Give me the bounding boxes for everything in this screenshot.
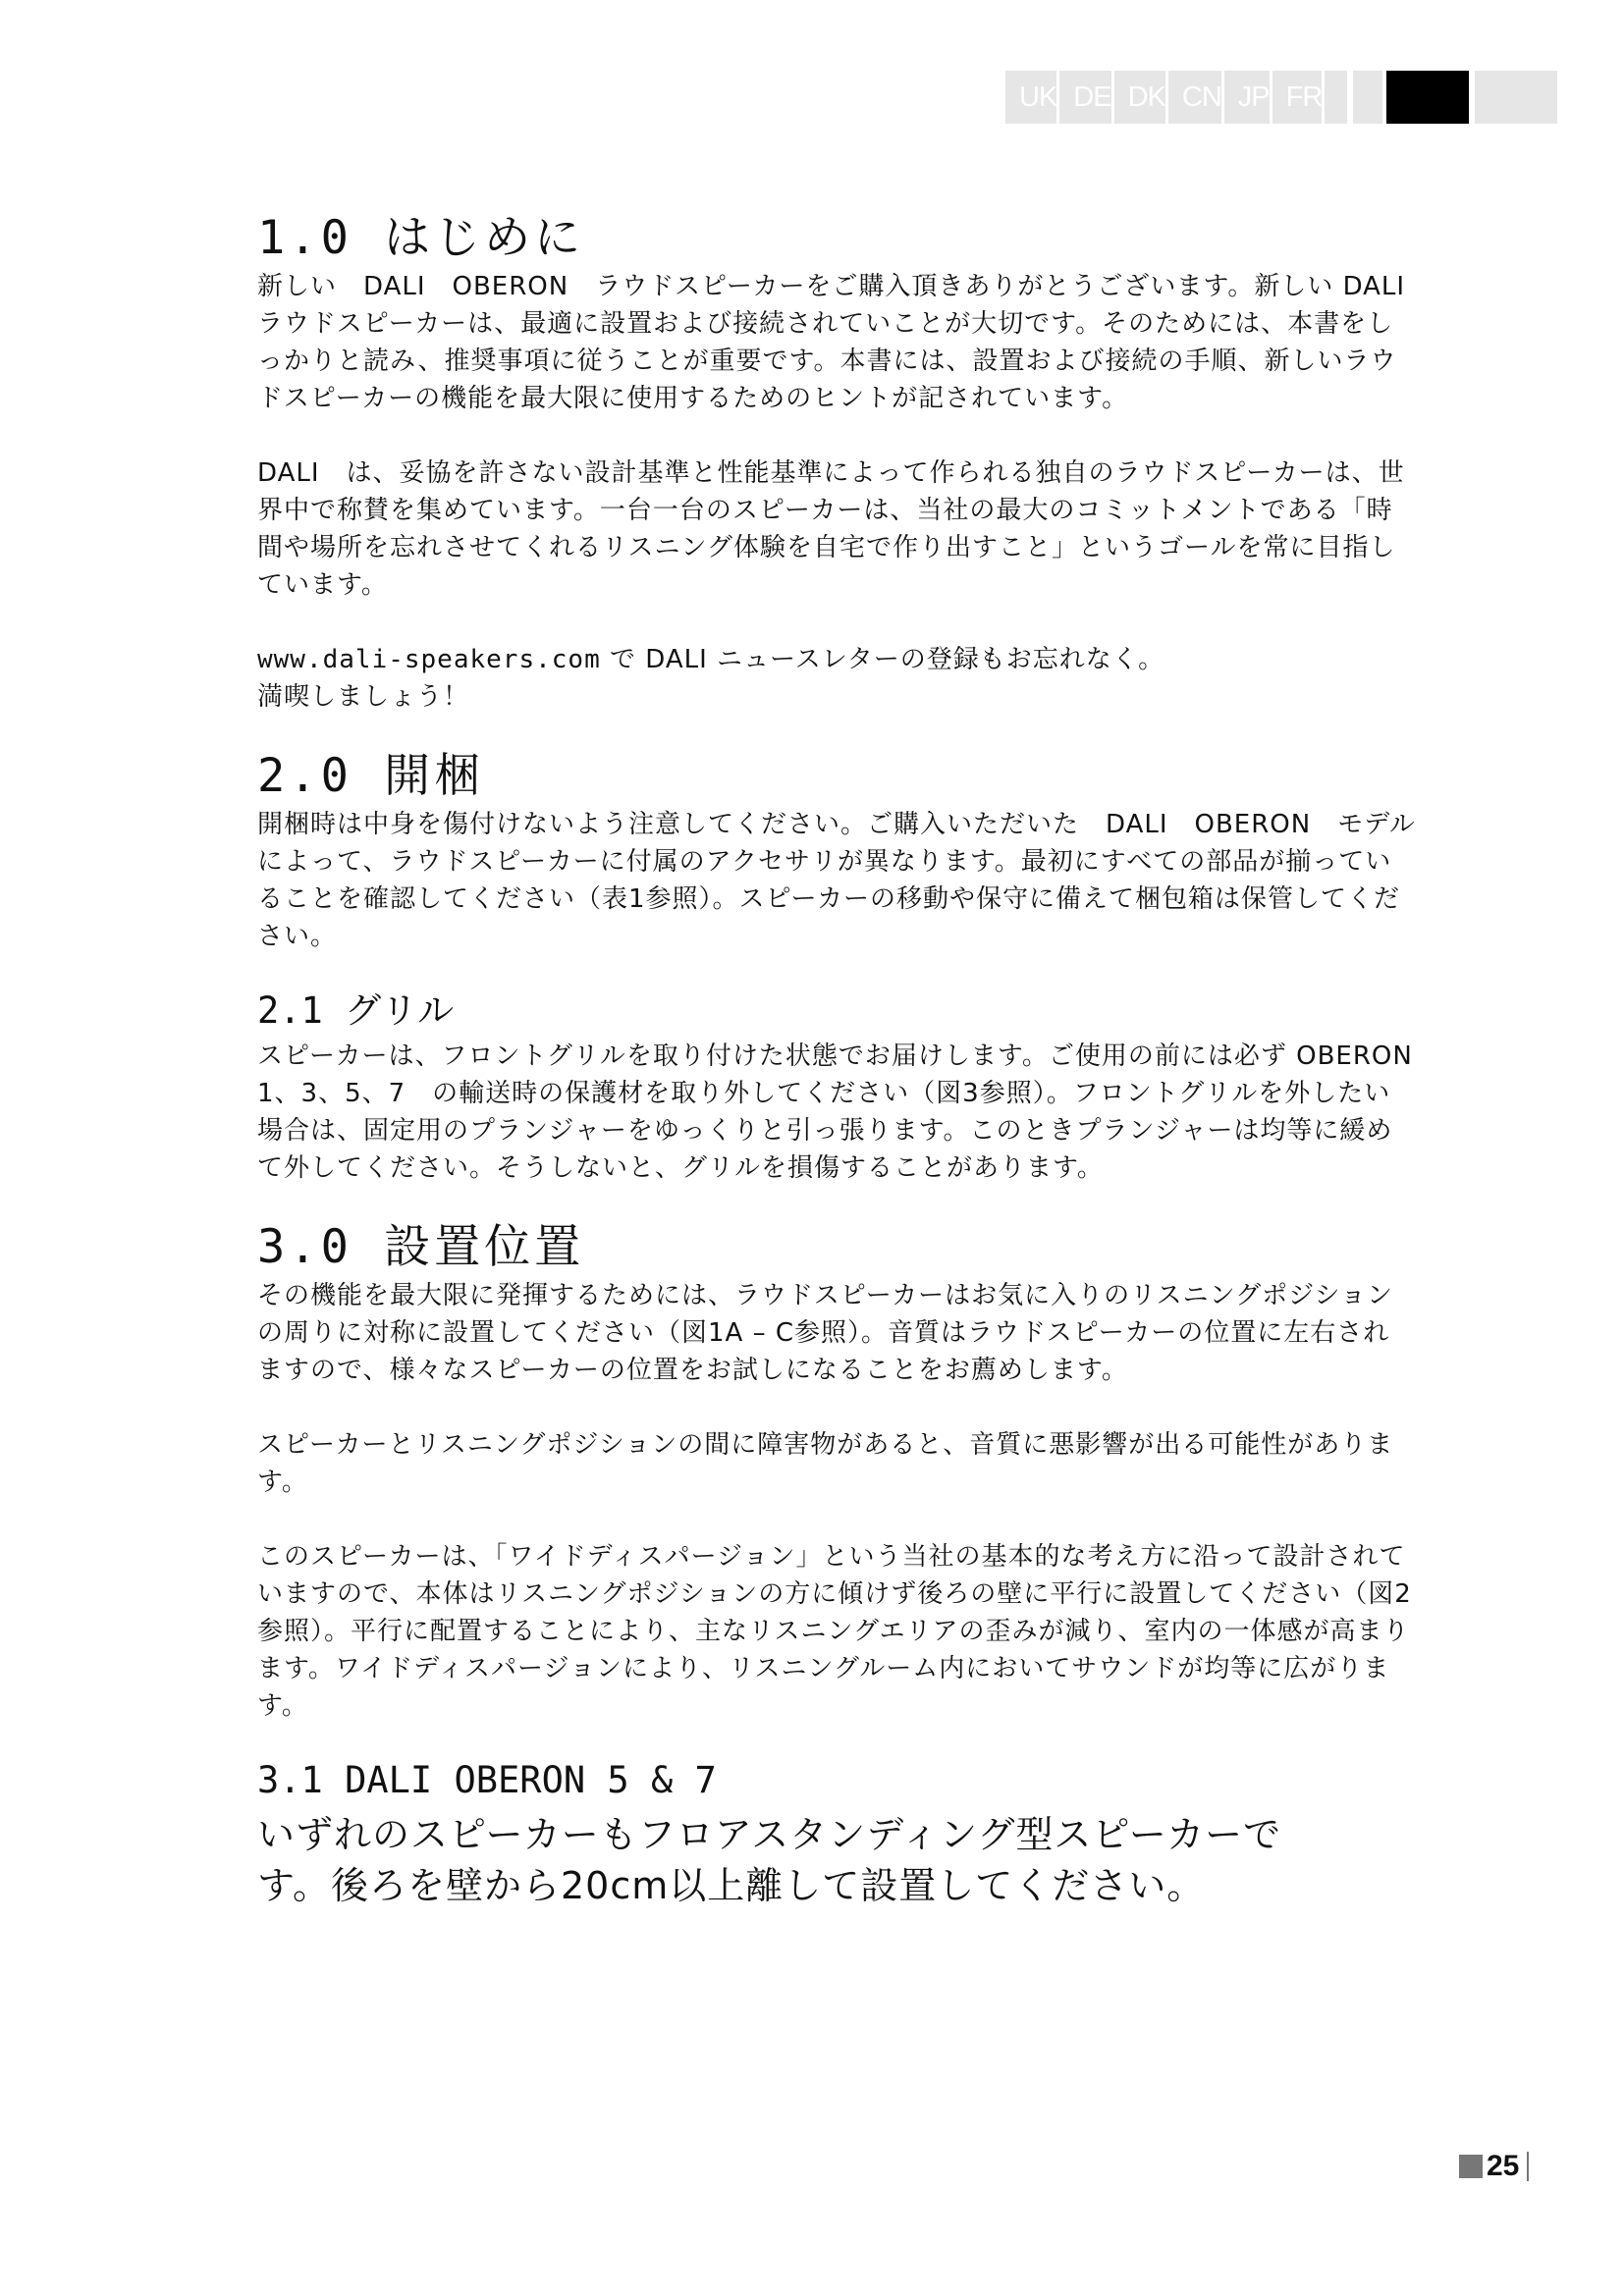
lang-tab-de[interactable]: DE	[1059, 71, 1113, 124]
subsection-heading-oberon-5-7: 3.1 DALI OBERON 5 & 7	[257, 1759, 717, 1801]
oberon-5-7-paragraph: いずれのスピーカーもフロアスタンディング型スピーカーです。後ろを壁から20cm以上離して設置してください。	[257, 1813, 1282, 1907]
tab-spacer	[1475, 71, 1557, 124]
page-marker-square	[1459, 2155, 1483, 2178]
page-number	[1459, 2150, 1529, 2183]
enjoy-text: 満喫しましょう！	[257, 682, 470, 712]
section-heading-placement: 3.0 設置位置	[257, 1220, 585, 1274]
unpacking-paragraph: 開梱時は中身を傷付けないよう注意してください。ご購入いただいた DALI OBERON モデルによって、ラウドスピーカーに付属のアクセサリが異なります。最初にすべての部品が揃っていることを確認してください（表1参照）。スピーカーの移動や保守に備えて梱包箱は保管してください。	[257, 810, 1416, 951]
section-heading-introduction: 1.0 はじめに	[257, 211, 585, 265]
lang-tab-jp[interactable]: JP	[1224, 71, 1272, 124]
lang-tab-dk[interactable]: DK	[1114, 71, 1168, 124]
document-body	[257, 211, 1439, 1911]
placement-paragraph-2: スピーカーとリスニングポジションの間に障害物があると、音質に悪影響が出る可能性があります。	[257, 1430, 1394, 1497]
grille-paragraph: スピーカーは、フロントグリルを取り付けた状態でお届けします。ご使用の前には必ず OBERON 1、3、5、7 の輸送時の保護材を取り外してください（図3参照）。フロントグリルを外したい場合は、固定用のプランジャーをゆっくりと引っ張ります。このときプランジャーは均等に緩めて外してください。そうしないと、グリルを損傷することがあります。	[257, 1041, 1439, 1183]
language-tabs	[1005, 71, 1347, 124]
current-language-marker	[1386, 71, 1469, 124]
lang-tab-uk[interactable]: UK	[1005, 71, 1059, 124]
website-link[interactable]: www.dali-speakers.com	[257, 645, 601, 674]
newsletter-text: で DALI ニュースレターの登録もお忘れなく。	[600, 645, 1165, 674]
placement-paragraph-1: その機能を最大限に発揮するためには、ラウドスピーカーはお気に入りのリスニングポジションの周りに対称に設置してください（図1A – C参照）。音質はラウドスピーカーの位置に左右されますので、様々なスピーカーの位置をお試しになることをお薦めします。	[257, 1281, 1393, 1385]
intro-paragraph-2: DALI は、妥協を許さない設計基準と性能基準によって作られる独自のラウドスピーカーは、世界中で称賛を集めています。一台一台のスピーカーは、当社の最大のコミットメントである「時間や場所を忘れさせてくれるリスニング体験を自宅で作り出すこと」というゴールを常に目指しています。	[257, 458, 1405, 600]
language-tab-bar	[1005, 71, 1536, 124]
page-marker-bar	[1527, 2152, 1529, 2181]
tab-spacer	[1353, 71, 1382, 124]
intro-paragraph-1: 新しい DALI OBERON ラウドスピーカーをご購入頂きありがとうございます。新しい DALI ラウドスピーカーは、最適に設置および接続されていことが大切です。そのためには、本書をしっかりと読み、推奨事項に従うことが重要です。本書には、設置および接続の手順、新しいラウドスピーカーの機能を最大限に使用するためのヒントが記されています。	[257, 272, 1433, 413]
intro-paragraph-3	[257, 641, 1416, 716]
placement-paragraph-3: このスピーカーは、「ワイドディスパージョン」という当社の基本的な考え方に沿って設計されていますので、本体はリスニングポジションの方に傾けず後ろの壁に平行に設置してください（図2参照）。平行に配置することにより、主なリスニングエリアの歪みが減り、室内の一体感が高まります。ワイドディスパージョンにより、リスニングルーム内においてサウンドが均等に広がります。	[257, 1542, 1412, 1721]
lang-tab-fr[interactable]: FR	[1272, 71, 1326, 124]
section-heading-unpacking: 2.0 開梱	[257, 749, 485, 803]
page-number-text: 25	[1487, 2150, 1520, 2182]
lang-tab-cn[interactable]: CN	[1168, 71, 1224, 124]
subsection-heading-grille: 2.1 グリル	[257, 989, 455, 1032]
